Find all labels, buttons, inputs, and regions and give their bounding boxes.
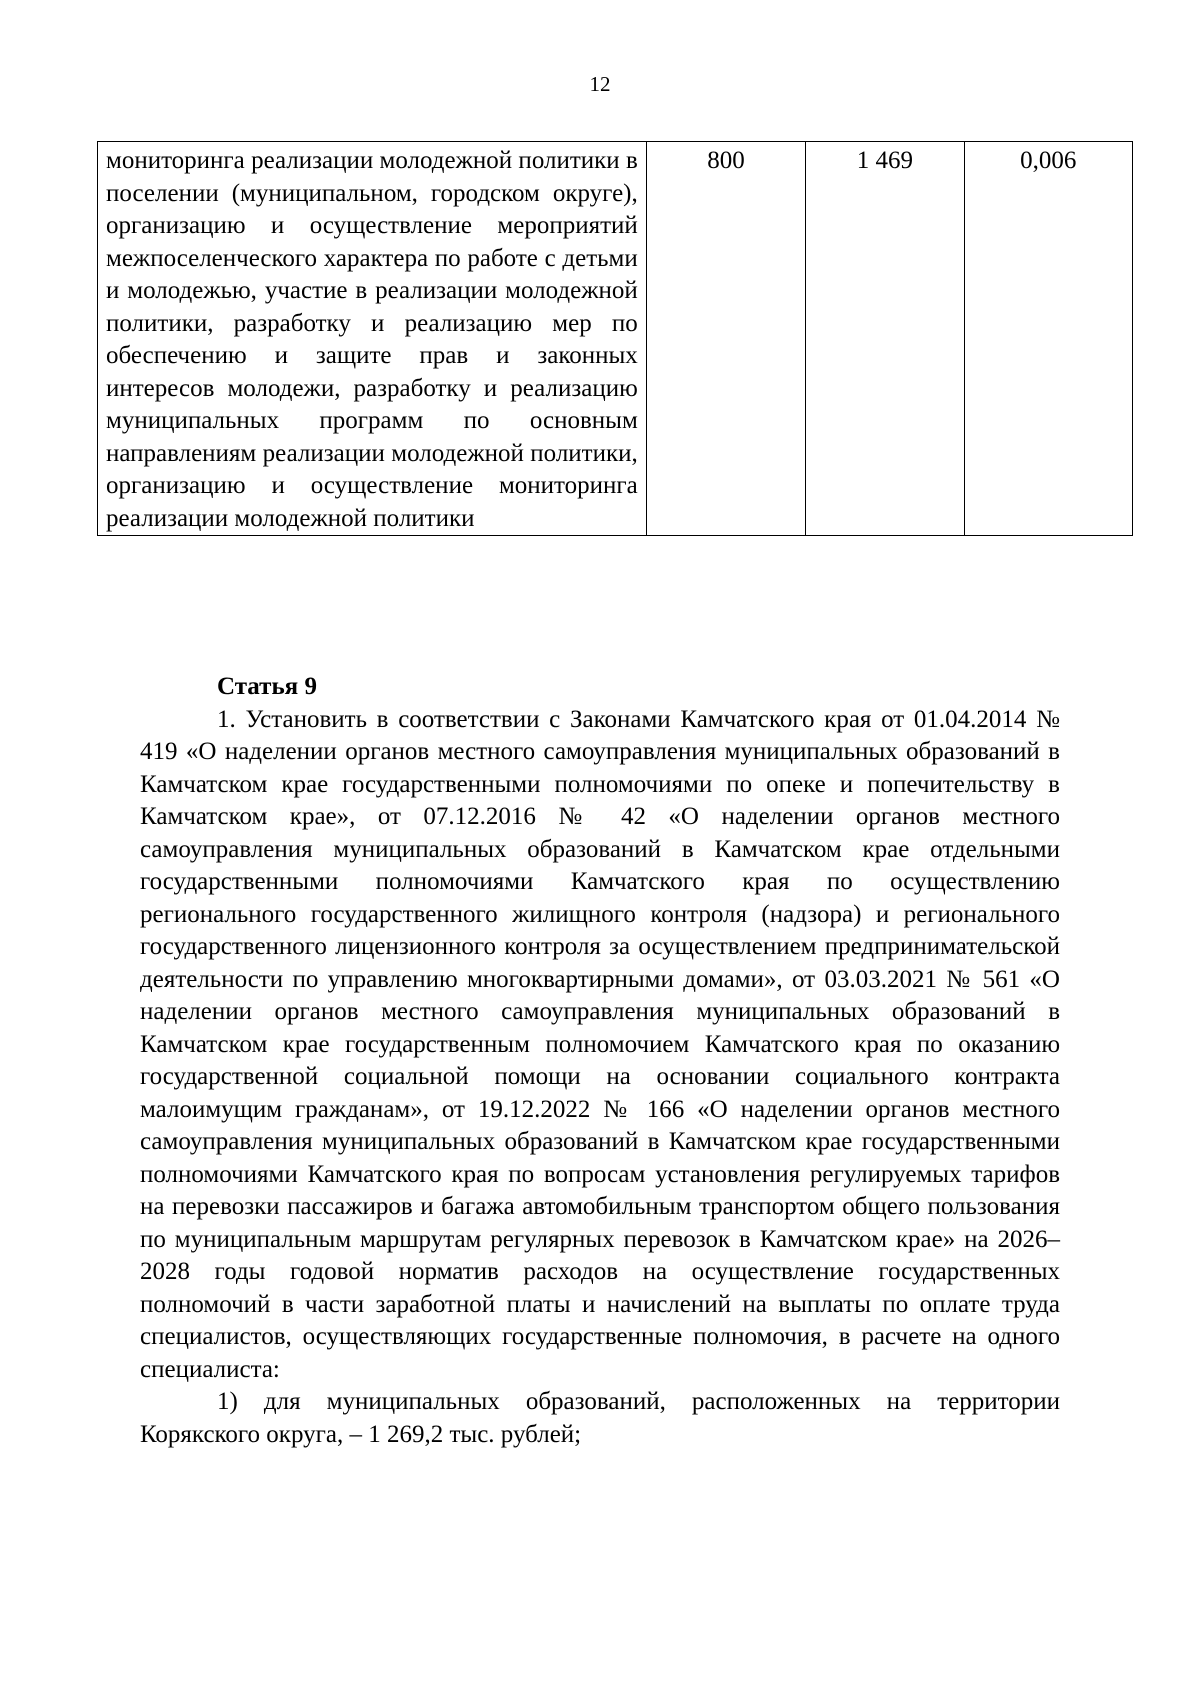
article-paragraph-1: 1. Установить в соответствии с Законами Камчатского края от 01.04.2014 № 419 «О наделении органов местного самоуправления муниципальных образований в Камчатском крае государственными полномочиями по опеке и попечительству в Камчатском крае», от 07.12.2016 № 42 «О наделении органов местного самоуправления муниципальных образований в Камчатском крае отдельными государственными полномочиями Камчатского края по осуществлению регионального государственного жилищного контроля (надзора) и регионального государственного лицензионного контроля за осуществлением предпринимательской деятельности по управлению многоквартирными домами», от 03.03.2021 № 561 «О наделении органов местного самоуправления муниципальных образований в Камчатском крае государственным полномочием Камчатского края по оказанию государственной социальной помощи на основании социального контракта малоимущим гражданам», от 19.12.2022 № 166 «О наделении органов местного самоуправления муниципальных образований в Камчатском крае государственными полномочиями Камчатского края по вопросам установления регулируемых тарифов на перевозки пассажиров и багажа автомобильным транспортом общего пользования по муниципальным маршрутам регулярных перевозок в Камчатском крае» на 2026–2028 годы годовой норматив расходов на осуществление государственных полномочий в части заработной платы и начислений на выплаты по оплате труда специалистов, осуществляющих государственные полномочия, в расчете на одного специалиста: (140, 705, 1060, 1383)
article-paragraph-2: 1) для муниципальных образований, расположенных на территории Корякского округа, – 1 269,2 тыс. рублей; (140, 1388, 1060, 1448)
budget-table (97, 141, 1133, 536)
article-title: Статья 9 (217, 673, 317, 700)
article-section (140, 671, 1060, 1451)
table-cell-value-1: 800 (646, 142, 805, 536)
table-cell-value-2: 1 469 (806, 142, 964, 536)
table-cell-description: мониторинга реализации молодежной политики в поселении (муниципальном, городском округе), организацию и осуществление мероприятий межпоселенческого характера по работе с детьми и молодежью, участие в реализации молодежной политики, разработку и реализацию мер по обеспечению и защите прав и законных интересов молодежи, разработку и реализацию муниципальных программ по основным направлениям реализации молодежной политики, организацию и осуществление мониторинга реализации молодежной политики (98, 142, 647, 536)
table-cell-value-3: 0,006 (964, 142, 1132, 536)
table-row (98, 142, 1133, 536)
page-number: 12 (589, 72, 611, 96)
